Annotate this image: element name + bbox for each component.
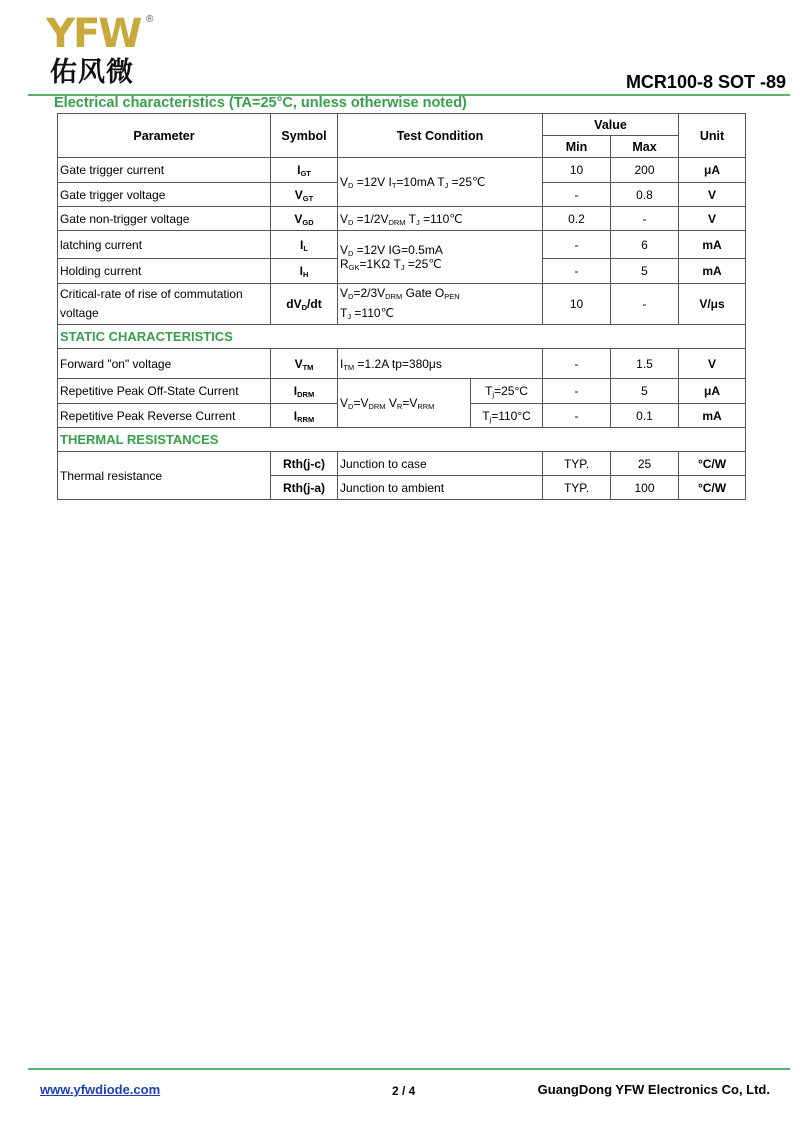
min-cell: - <box>543 183 611 207</box>
min-cell: - <box>543 231 611 259</box>
max-cell: 0.8 <box>611 183 679 207</box>
symbol-cell: $dV_D/dt$ <box>271 284 338 325</box>
param-cell: Critical-rate of rise of commutation voltage <box>58 284 271 325</box>
unit-cell: μA <box>679 158 746 183</box>
unit-cell: mA <box>679 231 746 259</box>
part-title: MCR100-8 SOT -89 <box>625 72 786 92</box>
header-symbol: Symbol <box>271 114 338 158</box>
symbol-cell: $V_{GD}$ <box>271 207 338 231</box>
max-cell: 6 <box>611 231 679 259</box>
param-cell: Repetitive Peak Off-State Current <box>58 379 271 404</box>
condition-cell: $V_D=V_{DRM}$ $V_R=V_{RRM}$ <box>338 379 471 428</box>
table-row <box>58 207 746 231</box>
unit-cell: V <box>679 183 746 207</box>
unit-cell: mA <box>679 259 746 284</box>
temperature-cell: $T_j=25^\circ C$ <box>471 379 543 404</box>
table-row <box>58 379 746 404</box>
min-cell: - <box>543 379 611 404</box>
table-row <box>58 158 746 183</box>
min-cell: 10 <box>543 284 611 325</box>
symbol-cell: $I_{RRM}$ <box>271 404 338 428</box>
header-value: Value <box>543 114 679 136</box>
max-cell: 5 <box>611 259 679 284</box>
company-logo <box>46 11 156 94</box>
param-cell: Gate non-trigger voltage <box>58 207 271 231</box>
symbol-cell: Rth(j-a) <box>271 476 338 500</box>
unit-cell: °C/W <box>679 476 746 500</box>
logo-chinese-text: 佑风微 <box>50 57 134 88</box>
condition-cell: Junction to ambient <box>338 476 543 500</box>
section-title: Electrical characteristics (TA=25°C, unless otherwise noted) <box>54 95 467 111</box>
max-cell: 5 <box>611 379 679 404</box>
static-characteristics-heading: STATIC CHARACTERISTICS <box>58 325 746 349</box>
logo-latin-text: YFW <box>46 11 141 57</box>
condition-cell: $V_D =12V$ IG=0.5mA $R_{GK}=1K\Omega$ $T_J$ =25℃ <box>338 231 543 284</box>
symbol-cell: $I_L$ <box>271 231 338 259</box>
header-max: Max <box>611 136 679 158</box>
table-row <box>58 284 746 325</box>
param-cell: Gate trigger voltage <box>58 183 271 207</box>
condition-cell: $V_D =12V$ $I_T=10mA$ $T_J$ =25℃ <box>338 158 543 207</box>
max-cell: - <box>611 207 679 231</box>
footer-rule <box>28 1068 790 1070</box>
symbol-cell: $I_{GT}$ <box>271 158 338 183</box>
company-name: GuangDong YFW Electronics Co, Ltd. <box>537 1082 770 1097</box>
min-cell: - <box>543 404 611 428</box>
unit-cell: μA <box>679 379 746 404</box>
unit-cell: V <box>679 207 746 231</box>
min-cell: - <box>543 259 611 284</box>
unit-cell: V <box>679 349 746 379</box>
min-cell: - <box>543 349 611 379</box>
electrical-characteristics-table <box>57 113 746 500</box>
param-cell: Thermal resistance <box>58 452 271 500</box>
page-number: 2 / 4 <box>392 1084 416 1098</box>
max-cell: 1.5 <box>611 349 679 379</box>
min-cell: TYP. <box>543 452 611 476</box>
max-cell: 25 <box>611 452 679 476</box>
unit-cell: V/μs <box>679 284 746 325</box>
min-cell: TYP. <box>543 476 611 500</box>
min-cell: 10 <box>543 158 611 183</box>
header-parameter: Parameter <box>58 114 271 158</box>
website-link[interactable]: www.yfwdiode.com <box>40 1082 161 1097</box>
condition-cell: Junction to case <box>338 452 543 476</box>
max-cell: 200 <box>611 158 679 183</box>
registered-mark: ® <box>146 14 154 25</box>
min-cell: 0.2 <box>543 207 611 231</box>
section-row <box>58 428 746 452</box>
symbol-cell: $I_H$ <box>271 259 338 284</box>
symbol-cell: $I_{DRM}$ <box>271 379 338 404</box>
temperature-cell: $T_j=110^\circ C$ <box>471 404 543 428</box>
table-row <box>58 231 746 259</box>
thermal-resistances-heading: THERMAL RESISTANCES <box>58 428 746 452</box>
unit-cell: °C/W <box>679 452 746 476</box>
unit-cell: mA <box>679 404 746 428</box>
header-condition: Test Condition <box>338 114 543 158</box>
param-cell: Repetitive Peak Reverse Current <box>58 404 271 428</box>
table-row <box>58 349 746 379</box>
param-cell: Gate trigger current <box>58 158 271 183</box>
condition-cell: $V_D =1/2V_{DRM}$ $T_J$ =110℃ <box>338 207 543 231</box>
param-cell: Forward "on" voltage <box>58 349 271 379</box>
header-min: Min <box>543 136 611 158</box>
header-unit: Unit <box>679 114 746 158</box>
condition-cell: $V_D=2/3V_{DRM}$ Gate $O_{PEN}$ $T_J$ =110℃ <box>338 284 543 325</box>
symbol-cell: Rth(j-c) <box>271 452 338 476</box>
symbol-cell: $V_{GT}$ <box>271 183 338 207</box>
param-cell: Holding current <box>58 259 271 284</box>
max-cell: 0.1 <box>611 404 679 428</box>
max-cell: 100 <box>611 476 679 500</box>
symbol-cell: $V_{TM}$ <box>271 349 338 379</box>
condition-cell: $I_{TM} =1.2A$ tp=380μs <box>338 349 543 379</box>
param-cell: latching current <box>58 231 271 259</box>
section-row <box>58 325 746 349</box>
max-cell: - <box>611 284 679 325</box>
table-row <box>58 452 746 476</box>
